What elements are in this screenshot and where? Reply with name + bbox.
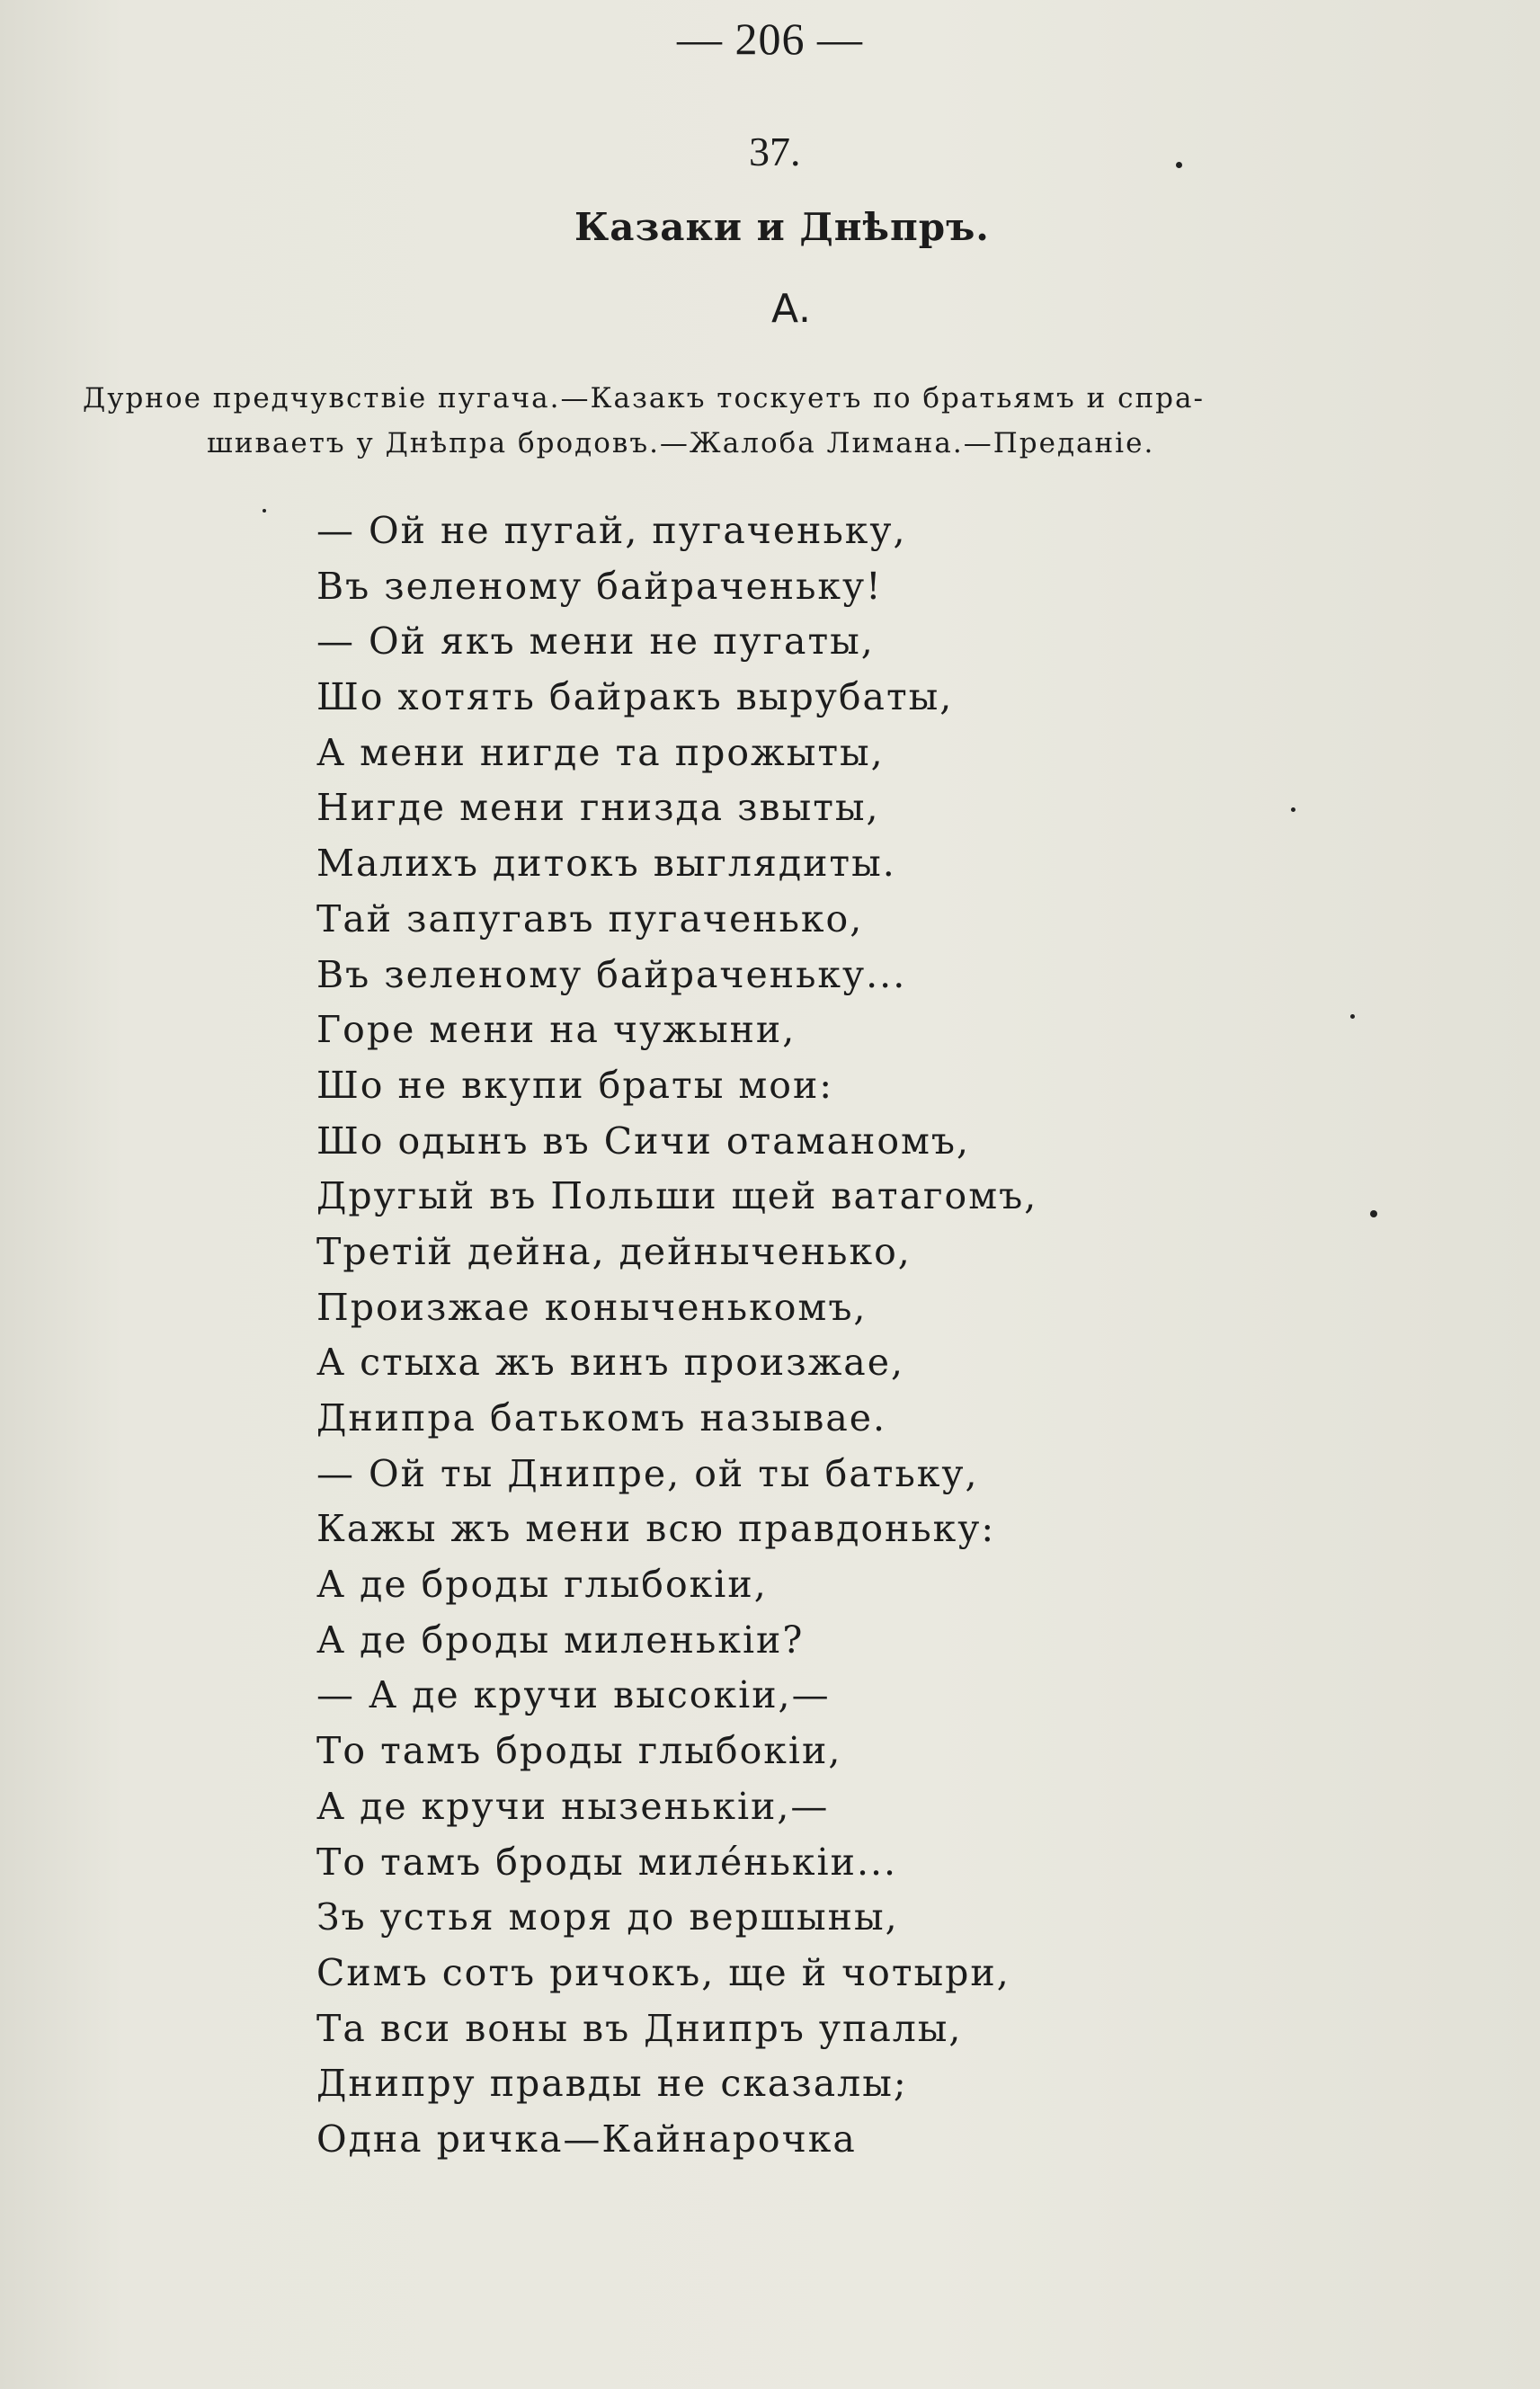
page-number: — 206 —	[677, 13, 863, 64]
verse-line: Днипра батькомъ называе.	[316, 1396, 887, 1440]
verse-line: Третій дейна, дейныченько,	[316, 1229, 912, 1273]
verse-line: Нигде мени гнизда звыты,	[316, 786, 880, 830]
verse-line: А стыха жъ винъ произжае,	[316, 1341, 905, 1385]
song-number: 37.	[749, 129, 801, 174]
verse-line: Горе мени на чужыни,	[316, 1008, 797, 1052]
verse-line: — Ой не пугай, пугаченьку,	[316, 509, 907, 552]
verse-line: Днипру правды не сказалы;	[316, 2062, 908, 2106]
section-summary	[83, 376, 1485, 466]
verse-line: — А де кручи высокіи,—	[316, 1673, 831, 1717]
ink-speck	[263, 509, 266, 513]
verse-line: А мени нигде та прожыты,	[316, 730, 885, 774]
verse-line: То тамъ броды глыбокіи,	[316, 1729, 842, 1773]
poem-verses	[316, 504, 1395, 2168]
song-title: Казаки и Днѣпръ.	[574, 205, 990, 249]
verse-line: Симъ сотъ ричокъ, ще й чотыри,	[316, 1950, 1010, 1994]
verse-line: Шо хотять байракъ вырубаты,	[316, 675, 954, 719]
verse-line: Зъ устья моря до вершыны,	[316, 1895, 899, 1939]
verse-line: Та вси воны въ Днипръ упалы,	[316, 2006, 963, 2050]
verse-line: Въ зеленому байраченьку...	[316, 952, 907, 996]
summary-line: шиваетъ у Днѣпра бродовъ.—Жалоба Лимана.—Преданіе.	[207, 427, 1155, 459]
verse-line: — Ой якъ мени не пугаты,	[316, 620, 875, 664]
verse-line: А де броды миленькіи?	[316, 1618, 805, 1662]
verse-line: Шо одынъ въ Сичи отаманомъ,	[316, 1119, 971, 1163]
verse-line: Кажы жъ мени всю правдоньку:	[316, 1507, 996, 1551]
ink-speck	[1350, 1014, 1355, 1019]
verse-line: То тамъ броды миле́нькіи...	[316, 1840, 898, 1884]
verse-line: Одна ричка—Кайнарочка	[316, 2117, 857, 2161]
verse-line: Малихъ дитокъ выглядиты.	[316, 842, 896, 886]
verse-line: Въ зеленому байраченьку!	[316, 564, 883, 608]
verse-line: Шо не вкупи браты мои:	[316, 1063, 834, 1107]
verse-line: Тай запугавъ пугаченько,	[316, 896, 864, 940]
verse-line: А де кручи нызенькіи,—	[316, 1784, 830, 1828]
verse-line: Произжае коныченькомъ,	[316, 1285, 868, 1329]
ink-speck	[1176, 162, 1182, 168]
ink-speck	[1370, 1210, 1377, 1217]
verse-line: — Ой ты Днипре, ой ты батьку,	[316, 1451, 979, 1495]
ink-speck	[1291, 807, 1295, 812]
section-letter: А.	[770, 286, 812, 332]
verse-line: Другый въ Польши щей ватагомъ,	[316, 1174, 1038, 1218]
summary-line: Дурное предчувствіе пугача.—Казакъ тоскуетъ по братьямъ и спра-	[83, 382, 1205, 415]
verse-line: А де броды глыбокіи,	[316, 1563, 768, 1607]
